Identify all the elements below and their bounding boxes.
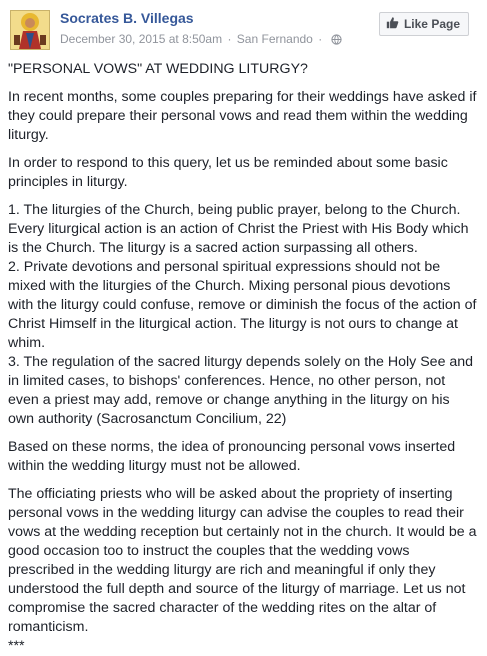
like-page-button[interactable]: [379, 12, 469, 36]
paragraph-norms: Based on these norms, the idea of pronouncing personal vows inserted within the wedding liturgy must not be allowed.: [8, 439, 456, 474]
paragraph-advice: The officiating priests who will be asked about the propriety of inserting personal vows in the wedding liturgy can advise the couples to read their vows at the wedding reception but certainly not in the church. It would be a good occasion too to instruct the couples that the wedding vows prescribed in the wedding liturgy are rich and meaningful if only they understood the full depth and source of the liturgy of marriage. Let us not compromise the sacred character of the wedding rites on the altar of romanticism.: [8, 486, 477, 635]
paragraph-intro: In recent months, some couples preparing for their weddings have asked if they could prepare their personal vows and read them within the wedding liturgy.: [8, 89, 477, 143]
post-title: "PERSONAL VOWS" AT WEDDING LITURGY?: [8, 61, 308, 77]
meta-separator-2: ·: [318, 32, 323, 46]
post-timestamp[interactable]: December 30, 2015 at 8:50am: [60, 32, 223, 46]
meta-separator: ·: [227, 32, 232, 46]
end-mark: ***: [8, 638, 25, 654]
post-location[interactable]: San Fernando: [236, 32, 313, 46]
principles-list: [8, 201, 477, 429]
thumbs-up-icon: [386, 16, 399, 32]
author-name[interactable]: Socrates B. Villegas: [60, 10, 194, 26]
globe-icon: [331, 34, 342, 48]
post-body: [8, 60, 479, 656]
like-page-label: Like Page: [403, 17, 460, 31]
post-header: [8, 6, 479, 56]
post-meta: [60, 32, 342, 48]
paragraph-principles: In order to respond to this query, let us be reminded about some basic principles in liturgy.: [8, 155, 448, 190]
principle-item-3: 3. The regulation of the sacred liturgy depends solely on the Holy See and in limited cases, to bishops' conferences. Hence, no other person, not even a priest may add, remove or change anything in the liturgy on his own authority (Sacrosanctum Concilium, 22): [8, 354, 474, 427]
principle-item-2: 2. Private devotions and personal spiritual expressions should not be mixed with the liturgies of the Church. Mixing personal pious devotions with the liturgy could confuse, remove or diminish the focus of the action of Christ Himself in the liturgical action. The liturgy is not ours to change at whim.: [8, 259, 477, 351]
icon-painting-image: [11, 11, 49, 49]
author-avatar[interactable]: [10, 10, 50, 50]
principle-item-1: 1. The liturgies of the Church, being public prayer, belong to the Church. Every liturgical action is an action of Christ the Priest with His Body which is the Church. The liturgy is a sacred action surpassing all others.: [8, 202, 469, 256]
